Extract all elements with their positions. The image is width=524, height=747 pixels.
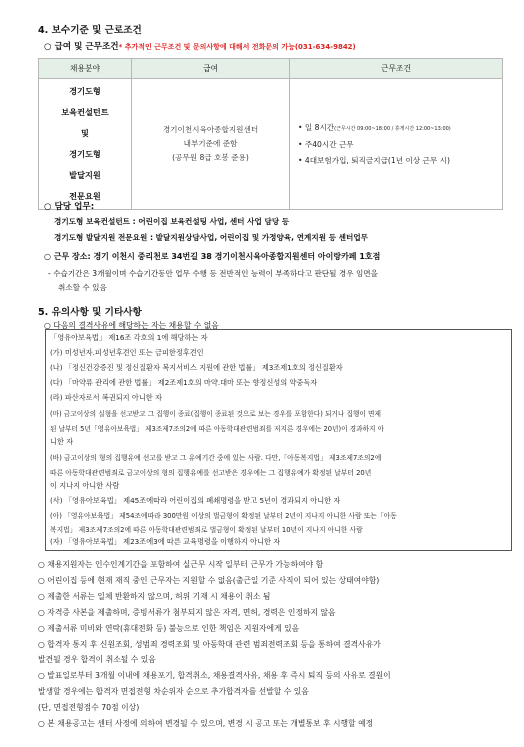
duty-line-1 (54, 216, 289, 227)
duty-line-2 (54, 232, 368, 243)
condition-hours-detail: (근무시간 09:00~18:00 / 휴게시간 12:00~13:00) (334, 125, 451, 132)
pay-cell (132, 79, 290, 210)
disqualification-intro: ○ 다음의 결격사유에 해당하는 자는 채용할 수 없음 (44, 321, 219, 330)
pay-line: 경기이천시육아종합지원센터 (162, 125, 259, 134)
duty1-label: 경기도형 보육컨설턴트 : (54, 217, 136, 226)
condition-insurance: • 4대보험가입, 퇴직금지급(1년 이상 근무 시) (298, 155, 450, 165)
notice-item: ○ 본 채용공고는 센터 사정에 의하여 변경될 수 있으며, 변경 시 공고 또는 개별통보 후 시행할 예정 (38, 719, 374, 728)
employment-table (38, 58, 503, 210)
field-line: 및 (81, 128, 89, 138)
pay-heading-line (44, 40, 356, 52)
box-line: (자) 「영유아보육법」 제23조에3에 따른 교육명령을 이행하지 아니한 자 (50, 537, 281, 546)
box-line: (가) 미성년자.피성년후견인 또는 금피한정후견인 (50, 348, 204, 357)
duty-heading-text: ○ 담당 업무: (44, 202, 95, 212)
condition-hours-main: • 일 8시간 (298, 122, 335, 132)
place-heading: ○ 근무 장소: 경기 이천시 중리천로 34번길 38 경기이천시육아종합지원센터 아이랑카페 1호점 (44, 252, 381, 261)
condition-week: • 주40시간 근무 (298, 139, 354, 149)
field-cell (39, 79, 132, 210)
place-note-2: 취소할 수 있음 (58, 283, 107, 292)
conditions-cell (290, 79, 503, 210)
box-line: 따른 아동학대관련범죄로 금고이상의 형의 집행유예를 선고받은 경우에는 그 집행유예가 확정된 날부터 20년 (50, 469, 372, 477)
condition-hours (298, 120, 501, 137)
notice-item: 발생할 경우에는 합격자 면접전형 차순위자 순으로 추가합격자를 선발할 수 있음 (38, 687, 309, 696)
field-line: 보육컨설턴트 (61, 107, 109, 117)
box-line: (라) 파산자로서 복권되지 아니한 자 (50, 393, 162, 402)
box-line: (나) 「정신건강증진 및 정신질환자 복지서비스 지원에 관한 법률」 제3조제1호의 정신질환자 (50, 363, 343, 372)
disqualification-box (45, 329, 512, 551)
box-line: 「영유아보육법」 제16조 각호의 1에 해당하는 자 (50, 333, 208, 342)
notice-item: ○ 발표일로부터 3개월 이내에 채용포기, 합격취소, 채용결격사유, 채용 후 즉시 퇴직 등의 사유로 결원이 (38, 671, 391, 680)
duty2-label: 경기도형 발달지원 전문요원 : (54, 233, 153, 242)
box-line: 니한 자 (50, 437, 74, 446)
pay-line: (공무원 8급 호봉 준용) (172, 153, 249, 162)
field-line: 경기도형 (69, 149, 101, 159)
duty1-text: 어린이집 보육컨설팅 사업, 센터 사업 담당 등 (138, 217, 290, 226)
header-field: 채용분야 (39, 59, 132, 79)
pay-note: * 추가적인 근무조건 및 문의사항에 대해서 전화문의 가능(031-634-9842) (118, 43, 356, 51)
field-line: 경기도형 (69, 86, 101, 96)
notice-item: ○ 제출서류 미비와 연락(휴대전화 등) 불능으로 인한 책임은 지원자에게 있음 (38, 624, 300, 633)
box-line: 복지법」 제3조제7조의2에 따른 아동학대관련범죄로 벌금형이 확정된 날부터 10년이 지나지 아니한 사람 (50, 526, 363, 534)
box-line: (사) 「영유아보육법」 제45조에따라 어린이집의 폐쇄명령을 받고 5년이 경과되지 아니한 자 (50, 496, 341, 505)
notice-item: ○ 합격자 통지 후 신원조회, 성범죄 경력조회 및 아동학대 관련 범죄전력조회 등을 통하여 결격사유가 (38, 640, 381, 649)
duty-heading (44, 200, 94, 212)
duty2-text: 발달지원상담사업, 어린이집 및 가정양육, 연계지원 등 센터업무 (155, 233, 369, 242)
notice-item: ○ 채용지원자는 인수인계기간을 포함하여 실근무 시작 일부터 근무가 가능하여야 함 (38, 560, 324, 569)
table-row (39, 79, 503, 210)
box-line: (바) 금고이상의 형의 집행유예 선고를 받고 그 유예기간 중에 있는 사람. 다만,「아동복지법」 제3조제7조의2에 (50, 454, 382, 462)
table-header-row (39, 59, 503, 79)
notice-item: (단, 면접전형점수 70점 이상) (38, 703, 140, 712)
box-line: 이 지나지 아니한 사람 (50, 481, 120, 490)
header-conditions: 근무조건 (290, 59, 503, 79)
pay-heading: ○ 급여 및 근무조건 (44, 42, 119, 52)
box-line: (다) 「마약류 관리에 관한 법률」 제2조제1호의 마약.대마 또는 향정신성의 약중독자 (50, 378, 318, 387)
header-pay: 급여 (132, 59, 290, 79)
box-line: 된 날부터 5년「영유아보육법」 제3조제7조의2에 따른 아동학대관련범죄를 저지른 경우에는 20년)이 경과하지 아 (50, 425, 385, 433)
notice-item: ○ 어린이집 등에 현재 재직 중인 근무자는 지원할 수 없음(출근일 기준 사직이 되어 있는 상태여야함) (38, 576, 380, 585)
field-line: 발달지원 (69, 170, 101, 180)
notice-item: ○ 제출한 서류는 일체 반환하지 않으며, 허위 기재 시 채용이 취소 됨 (38, 592, 271, 601)
place-note-1: - 수습기간은 3개월이며 수습기간동안 업무 수행 등 전반적인 능력이 부족하다고 판단될 경우 임면을 (48, 269, 378, 278)
section5-title: 5. 유의사항 및 기타사항 (38, 307, 142, 318)
box-line: (마) 금고이상의 실형을 선고받고 그 집행이 종료(집행이 종료된 것으로 보는 경우를 포함한다) 되거나 집행이 면제 (50, 410, 381, 418)
pay-line: 내부기준에 준함 (183, 139, 238, 148)
box-line: (아) 「영유아보육법」 제54조에따라 300만원 이상의 벌금형이 확정된 날부터 2년이 지나지 아니한 사람 또는「아동 (50, 512, 397, 520)
section4-title: 4. 보수기준 및 근로조건 (38, 25, 142, 36)
field-line: 전문요원 (69, 191, 101, 201)
notice-item: 발견될 경우 합격이 취소될 수 있음 (38, 655, 156, 664)
notice-item: ○ 자격증 사본을 제출하며, 증빙서류가 첨부되지 않은 자격, 면허, 경력은 인정하지 않음 (38, 608, 336, 617)
